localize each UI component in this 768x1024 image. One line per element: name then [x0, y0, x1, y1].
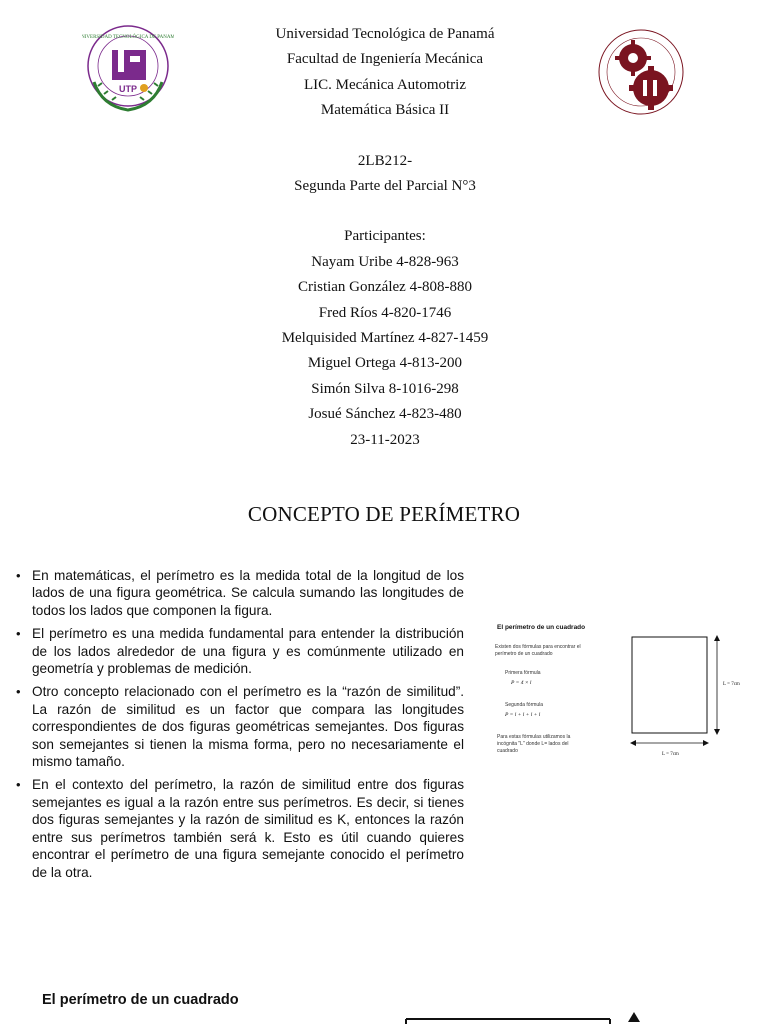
bullet-text: En el contexto del perímetro, la razón de similitud entre dos figuras semejantes es igual a la razón entre sus perímetros. Es decir, si tienes dos figuras semejantes y la razón de similitud es K, entonces la razón entre sus perímetros también será k. Esto es útil cuando quieres encontrar el perímetro de una figura semejante conocido el perímetro de la otra.: [32, 777, 464, 880]
degree-name: LIC. Mecánica Automotriz: [303, 76, 467, 93]
document-date: 23-11-2023: [350, 431, 420, 448]
side-label-right: L = 7cm: [723, 682, 740, 687]
bullet-text: El perímetro es una medida fundamental para entender la distribución de los lados alrededor de una figura y es comúnmente utilizado en geometría y problemas de medición.: [32, 626, 464, 677]
participant: Melquisided Martínez 4-827-1459: [281, 330, 489, 347]
formula1-label: Primera fórmula: [505, 670, 541, 676]
bottom-section-title: El perímetro de un cuadrado: [42, 992, 239, 1008]
bullet-item: [14, 683, 464, 770]
side-label-bottom: L = 7cm: [662, 752, 679, 757]
formula1: P = 4 × l: [511, 680, 532, 686]
exam-title: Segunda Parte del Parcial N°3: [294, 178, 476, 195]
logo-ring-text: UNIVERSIDAD TECNOLÓGICA DE PANAMÁ: [82, 35, 174, 40]
participant: Josué Sánchez 4-823-480: [308, 406, 462, 423]
participants-label: Participantes:: [344, 228, 426, 245]
concept-bullet-list: [14, 567, 464, 887]
bullet-item: [14, 776, 464, 880]
faculty-logo: [595, 18, 687, 126]
participant: Fred Ríos 4-820-1746: [318, 304, 452, 321]
section-title: CONCEPTO DE PERÍMETRO: [247, 502, 521, 526]
participant: Miguel Ortega 4-813-200: [307, 355, 463, 372]
participant: Simón Silva 8-1016-298: [311, 380, 459, 397]
university-name: Universidad Tecnológica de Panamá: [275, 26, 495, 42]
bullet-icon: •: [16, 777, 21, 793]
bullet-item: [14, 625, 464, 677]
participant: Nayam Uribe 4-828-963: [311, 253, 459, 270]
group-code: 2LB212-: [357, 152, 413, 169]
bullet-item: [14, 567, 464, 619]
figure-note: Para estas fórmulas utilizamos la incógnita "L" donde L= lados del cuadrado: [497, 734, 571, 754]
bullet-icon: •: [16, 684, 21, 700]
utp-logo: [82, 20, 174, 116]
bullet-text: Otro concepto relacionado con el perímetro es la “razón de similitud”. La razón de similitud es un factor que compara las longitudes correspondientes de dos figuras geométricas semejantes. Dos figuras son semejantes si tienen la misma forma, pero no necesariamente el mismo tamaño.: [32, 684, 464, 770]
logo-text: UTP: [119, 84, 137, 94]
bottom-square-diagram: [400, 1010, 660, 1024]
faculty-name: Facultad de Ingeniería Mecánica: [286, 51, 484, 68]
bullet-text: En matemáticas, el perímetro es la medida total de la longitud de los lados de una figura geométrica. Se calcula sumando las longitudes de todos los lados que componen la figura.: [32, 568, 464, 618]
bullet-icon: •: [16, 626, 21, 642]
square-perimeter-figure: [485, 618, 755, 768]
bullet-icon: •: [16, 568, 21, 583]
course-name: Matemática Básica II: [320, 102, 450, 119]
participant: Cristian González 4-808-880: [297, 279, 473, 296]
formula2-label: Segunda fórmula: [505, 702, 544, 708]
formula2: P = l + l + l + l: [505, 712, 541, 718]
figure-title: El perímetro de un cuadrado: [497, 624, 586, 631]
figure-intro: Existen dos fórmulas para encontrar el perímetro de un cuadrado: [495, 644, 581, 657]
document-header: [230, 22, 540, 453]
